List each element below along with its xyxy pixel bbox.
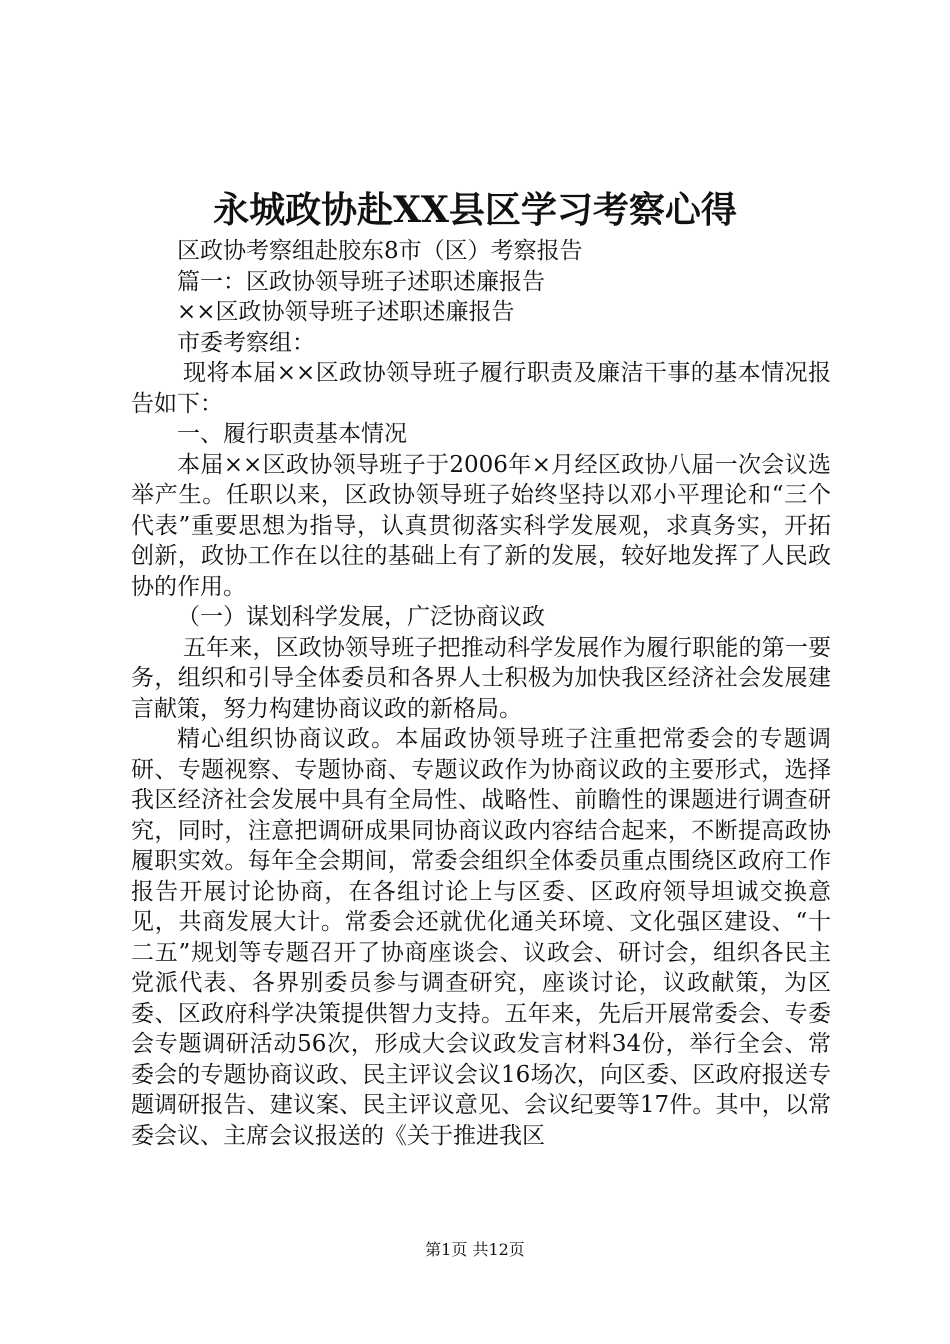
heading-subsection-one: （一）谋划科学发展，广泛协商议政 — [177, 604, 545, 630]
document-body — [131, 236, 831, 1151]
paragraph-salutation: 市委考察组： — [177, 329, 315, 356]
document-title: 永城政协赴XX县区学习考察心得 — [213, 189, 737, 231]
paragraph-section-title: 篇一：区政协领导班子述职述廉报告 — [177, 268, 545, 295]
paragraph-report-subtitle: 区政协考察组赴胶东8市（区）考察报告 — [177, 238, 583, 264]
paragraph-consultation: 精心组织协商议政。本届政协领导班子注重把常委会的专题调研、专题视察、专题协商、专题议政作为协商议政的主要形式，选择我区经济社会发展中具有全局性、战略性、前瞻性的课题进行调查研究，同时，注意把调研成果同协商议政内容结合起来，不断提高政协履职实效。每年全会期间，常委会组织全体委员重点围绕区政府工作报告开展讨论协商，在各组讨论上与区委、区政府领导坦诚交换意见，共商发展大计。常委会还就优化通关环境、文化强区建设、“十二五”规划等专题召开了协商座谈会、议政会、研讨会，组织各民主党派代表、各界别委员参与调查研究，座谈讨论，议政献策，为区委、区政府科学决策提供智力支持。五年来，先后开展常委会、专委会专题调研活动56次，形成大会议政发言材料34份，举行全会、常委会的专题协商议政、民主评议会议16场次，向区委、区政府报送专题调研报告、建议案、民主评议意见、会议纪要等17件。其中，以常委会议、主席会议报送的《关于推进我区 — [131, 726, 831, 1149]
paragraph-intro: 现将本届××区政协领导班子履行职责及廉洁干事的基本情况报告如下： — [131, 360, 831, 417]
heading-part-one: 一、履行职责基本情况 — [177, 421, 407, 447]
paragraph-overview: 本届××区政协领导班子于2006年×月经区政协八届一次会议选举产生。任职以来，区政协领导班子始终坚持以邓小平理论和“三个代表”重要思想为指导，认真贯彻落实科学发展观，求真务实，开拓创新，政协工作在以往的基础上有了新的发展，较好地发挥了人民政协的作用。 — [131, 451, 831, 600]
paragraph-five-years: 五年来，区政协领导班子把推动科学发展作为履行职能的第一要务，组织和引导全体委员和各界人士积极为加快我区经济社会发展建言献策，努力构建协商议政的新格局。 — [131, 634, 831, 722]
page-number-footer: 第1页 共12页 — [425, 1240, 525, 1259]
paragraph-report-name: ××区政协领导班子述职述廉报告 — [177, 299, 515, 325]
